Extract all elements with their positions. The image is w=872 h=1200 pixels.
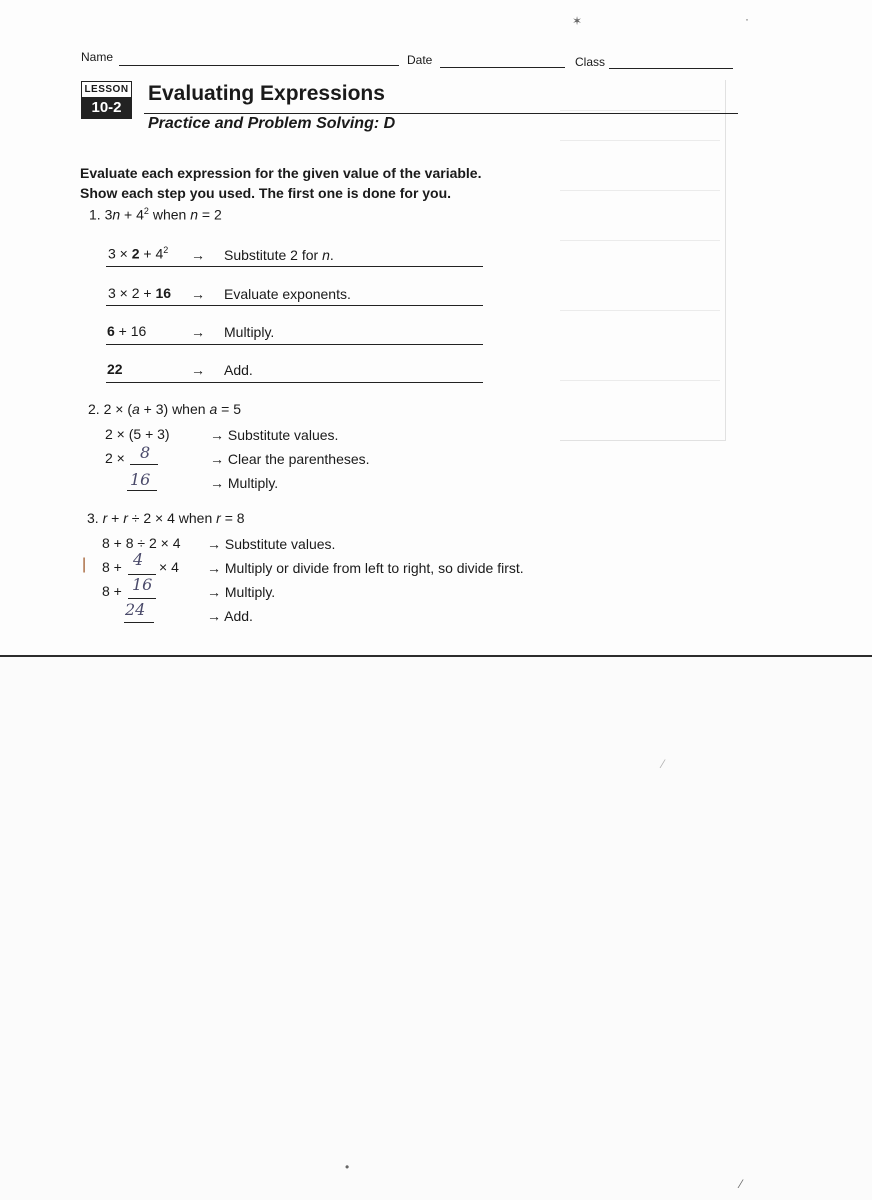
- problem-3-step-4-description: → Add.: [207, 608, 253, 624]
- answer-line: [106, 382, 483, 383]
- problem-number: 1.: [89, 206, 101, 223]
- date-field[interactable]: [440, 67, 565, 68]
- problem-2-step-1-description: → Substitute values.: [210, 427, 339, 443]
- problem-1-step-2-expression: 3 × 2 + 16: [108, 285, 172, 301]
- name-label: Name: [81, 50, 114, 64]
- blank-lower-page: [0, 657, 872, 1200]
- answer-blank[interactable]: [127, 490, 157, 491]
- problem-1-prompt: 1. $3n + 4^2$ when n = 2: [89, 206, 222, 223]
- bleed-through-area: [560, 80, 726, 441]
- answer-blank[interactable]: [124, 622, 154, 623]
- arrow-icon: →: [191, 362, 205, 378]
- arrow-icon: →: [191, 286, 205, 302]
- lesson-number: 10-2: [82, 97, 131, 118]
- problem-2-step-1-expression: 2 × (5 + 3): [105, 426, 170, 442]
- problem-3-step-2-expression-tail: × 4: [159, 559, 179, 575]
- problem-number: 3.: [87, 510, 99, 526]
- answer-blank[interactable]: [128, 598, 156, 599]
- handwritten-answer[interactable]: 16: [132, 575, 153, 594]
- handwritten-answer[interactable]: 4: [133, 550, 144, 569]
- handwritten-answer[interactable]: 16: [130, 470, 151, 489]
- problem-3-step-1-expression: 8 + 8 ÷ 2 × 4: [102, 535, 181, 551]
- arrow-icon: →: [191, 247, 205, 263]
- problem-3-prompt: 3. r + r ÷ 2 × 4 when r = 8: [87, 510, 245, 526]
- problem-1-step-2-description: Evaluate exponents.: [224, 286, 351, 302]
- answer-blank[interactable]: [130, 464, 158, 465]
- handwritten-answer[interactable]: 24: [125, 600, 146, 619]
- class-field[interactable]: [609, 68, 733, 69]
- page-subtitle: Practice and Problem Solving: D: [148, 115, 396, 132]
- problem-1-step-3-description: Multiply.: [224, 324, 275, 340]
- scan-speck-icon: ⁄: [662, 757, 665, 771]
- name-field[interactable]: [119, 65, 399, 66]
- problem-1-step-4-expression: 22: [107, 361, 123, 377]
- arrow-icon: →: [191, 324, 205, 340]
- problem-3-step-3-description: → Multiply.: [207, 584, 276, 600]
- date-label: Date: [407, 53, 433, 67]
- title-divider: [144, 113, 738, 114]
- scan-speck-icon: ✶: [572, 14, 583, 28]
- problem-3-step-3-expression: 8 +: [102, 583, 122, 599]
- problem-3-step-2-description: → Multiply or divide from left to right, so divide first.: [207, 560, 524, 576]
- problem-3-step-1-description: → Substitute values.: [207, 536, 336, 552]
- problem-number: 2.: [88, 401, 100, 417]
- lesson-badge: [81, 81, 132, 119]
- problem-1-step-4-description: Add.: [224, 362, 253, 378]
- handwritten-answer[interactable]: 8: [140, 443, 151, 462]
- scan-speck-icon: ⁄: [740, 1177, 743, 1191]
- problem-2-step-3-description: → Multiply.: [210, 475, 279, 491]
- scan-speck-icon: •: [345, 1160, 350, 1174]
- problem-2-step-2-expression: 2 ×: [105, 450, 125, 466]
- problem-1-step-1-expression: $3 \times 2 + 4^2$: [108, 245, 169, 262]
- instruction-line-1: Evaluate each expression for the given value of the variable.: [80, 165, 482, 181]
- answer-line: [106, 305, 483, 306]
- answer-line: [106, 344, 483, 345]
- problem-2-step-2-description: → Clear the parentheses.: [210, 451, 370, 467]
- lesson-tag: LESSON: [84, 84, 129, 95]
- problem-1-step-3-expression: 6 + 16: [107, 323, 147, 339]
- pencil-mark-icon: |: [82, 556, 87, 573]
- problem-2-prompt: 2. 2 × (a + 3) when a = 5: [88, 401, 241, 417]
- class-label: Class: [575, 55, 606, 69]
- instruction-line-2: Show each step you used. The first one is done for you.: [80, 185, 452, 201]
- answer-line: [106, 266, 483, 267]
- problem-3-step-2-expression: 8 +: [102, 559, 122, 575]
- scan-speck-icon: ·: [745, 12, 749, 26]
- problem-1-step-1-description: Substitute 2 for n.: [224, 247, 334, 263]
- page-title: Evaluating Expressions: [148, 82, 385, 105]
